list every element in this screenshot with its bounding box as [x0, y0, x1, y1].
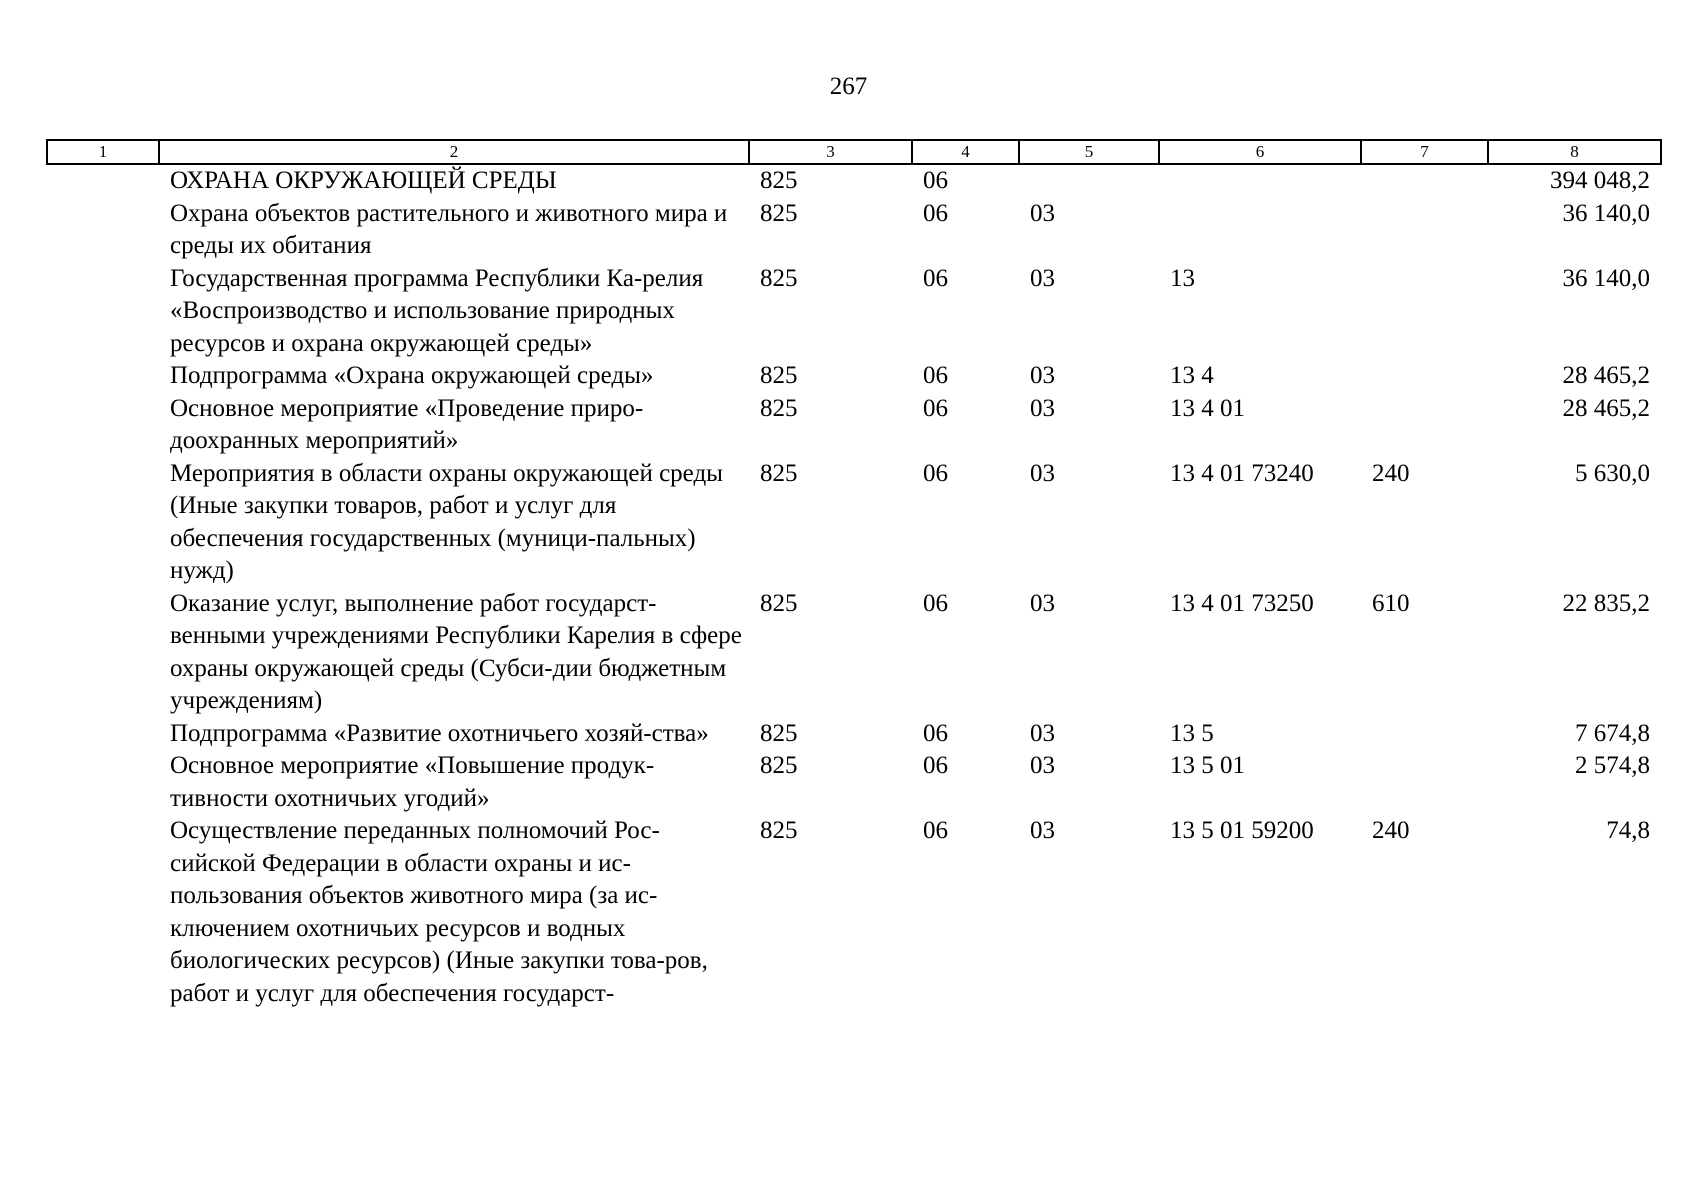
expense-type-cell [1361, 164, 1488, 198]
row-number-cell [47, 750, 159, 815]
target-article-cell: 13 [1170, 264, 1195, 292]
target-article-cell [1159, 198, 1361, 263]
ministry-code-cell: 825 [760, 817, 798, 844]
row-number-cell [47, 360, 159, 393]
row-number-cell [47, 815, 159, 1010]
amount-cell: 5 630,0 [1575, 459, 1650, 487]
target-article-cell: 13 4 [1170, 362, 1214, 389]
amount-cell: 74,8 [1606, 817, 1650, 844]
item-name-cell: Подпрограмма «Развитие охотничьего хозяй-ства» [170, 719, 709, 747]
amount-cell: 28 465,2 [1562, 394, 1650, 422]
target-article-cell: 13 5 01 59200 [1170, 817, 1314, 844]
subsection-code-cell: 03 [1030, 459, 1055, 487]
subsection-code-cell: 03 [1030, 752, 1055, 779]
section-code-cell: 06 [923, 394, 948, 422]
section-code-cell: 06 [923, 199, 948, 227]
amount-cell: 36 140,0 [1562, 264, 1650, 292]
row-number-cell [47, 393, 159, 458]
amount-cell: 7 674,8 [1575, 719, 1650, 747]
target-article-cell [1159, 164, 1361, 198]
column-header-7: 7 [1361, 140, 1488, 164]
row-number-cell [47, 263, 159, 361]
item-name-cell: Основное мероприятие «Проведение приро-доохранных мероприятий» [170, 394, 644, 454]
item-name-cell: Подпрограмма «Охрана окружающей среды» [170, 362, 654, 389]
expense-type-cell [1361, 263, 1488, 361]
expense-type-cell [1361, 718, 1488, 751]
page-number: 267 [829, 73, 868, 100]
column-header-1: 1 [47, 140, 159, 164]
row-number-cell [47, 198, 159, 263]
budget-table [46, 139, 1662, 1010]
amount-cell: 22 835,2 [1562, 589, 1650, 617]
row-number-cell [47, 588, 159, 718]
table-row [47, 588, 1661, 718]
ministry-code-cell: 825 [760, 752, 798, 779]
ministry-code-cell: 825 [760, 589, 798, 617]
table-row [47, 263, 1661, 361]
table-row [47, 360, 1661, 393]
item-name-cell: Мероприятия в области охраны окружающей среды (Иные закупки товаров, работ и услуг для обеспечения государственных (муници-пальных) нужд) [170, 459, 723, 584]
target-article-cell: 13 4 01 73240 [1170, 459, 1314, 487]
ministry-code-cell: 825 [760, 167, 798, 194]
column-header-4: 4 [912, 140, 1019, 164]
row-number-cell [47, 164, 159, 198]
amount-cell: 28 465,2 [1562, 362, 1650, 389]
column-header-5: 5 [1019, 140, 1159, 164]
section-code-cell: 06 [923, 264, 948, 292]
item-name-cell: ОХРАНА ОКРУЖАЮЩЕЙ СРЕДЫ [170, 167, 557, 194]
section-code-cell: 06 [923, 167, 948, 194]
ministry-code-cell: 825 [760, 719, 798, 747]
section-code-cell: 06 [923, 817, 948, 844]
table-row [47, 393, 1661, 458]
table-row [47, 458, 1661, 588]
table-row [47, 164, 1661, 198]
amount-cell: 394 048,2 [1550, 167, 1650, 194]
expense-type-cell [1361, 393, 1488, 458]
row-number-cell [47, 458, 159, 588]
column-header-2: 2 [159, 140, 749, 164]
column-header-6: 6 [1159, 140, 1361, 164]
section-code-cell: 06 [923, 459, 948, 487]
subsection-code-cell: 03 [1030, 264, 1055, 292]
ministry-code-cell: 825 [760, 199, 798, 227]
expense-type-cell: 240 [1372, 459, 1410, 487]
table-row [47, 815, 1661, 1010]
amount-cell: 2 574,8 [1575, 752, 1650, 779]
expense-type-cell: 240 [1372, 817, 1410, 844]
item-name-cell: Основное мероприятие «Повышение продук-тивности охотничьих угодий» [170, 752, 655, 812]
subsection-code-cell: 03 [1030, 199, 1055, 227]
item-name-cell: Государственная программа Республики Ка-релия «Воспроизводство и использование природных ресурсов и охрана окружающей среды» [170, 264, 704, 357]
subsection-code-cell [1019, 164, 1159, 198]
ministry-code-cell: 825 [760, 459, 798, 487]
item-name-cell: Осуществление переданных полномочий Рос-сийской Федерации в области охраны и ис-пользования объектов животного мира (за ис-ключением охотничьих ресурсов и водных биологических ресурсов) (Иные закупки това-ров, работ и услуг для обеспечения государст- [170, 817, 708, 1007]
ministry-code-cell: 825 [760, 362, 798, 389]
table-row [47, 750, 1661, 815]
target-article-cell: 13 4 01 73250 [1170, 589, 1314, 617]
target-article-cell: 13 4 01 [1170, 394, 1245, 422]
target-article-cell: 13 5 01 [1170, 752, 1245, 779]
column-header-3: 3 [749, 140, 912, 164]
subsection-code-cell: 03 [1030, 719, 1055, 747]
subsection-code-cell: 03 [1030, 394, 1055, 422]
item-name-cell: Охрана объектов растительного и животного мира и среды их обитания [170, 199, 728, 259]
ministry-code-cell: 825 [760, 394, 798, 422]
expense-type-cell [1361, 360, 1488, 393]
row-number-cell [47, 718, 159, 751]
expense-type-cell [1361, 198, 1488, 263]
item-name-cell: Оказание услуг, выполнение работ государст-венными учреждениями Республики Карелия в сфере охраны окружающей среды (Субси-дии бюджетным учреждениям) [170, 589, 742, 714]
subsection-code-cell: 03 [1030, 817, 1055, 844]
expense-type-cell [1361, 750, 1488, 815]
section-code-cell: 06 [923, 752, 948, 779]
column-number-header-row [47, 140, 1661, 164]
amount-cell: 36 140,0 [1562, 199, 1650, 227]
subsection-code-cell: 03 [1030, 589, 1055, 617]
subsection-code-cell: 03 [1030, 362, 1055, 389]
section-code-cell: 06 [923, 589, 948, 617]
table-row [47, 198, 1661, 263]
section-code-cell: 06 [923, 719, 948, 747]
ministry-code-cell: 825 [760, 264, 798, 292]
expense-type-cell: 610 [1372, 589, 1410, 617]
target-article-cell: 13 5 [1170, 719, 1214, 747]
table-row [47, 718, 1661, 751]
column-header-8: 8 [1488, 140, 1661, 164]
section-code-cell: 06 [923, 362, 948, 389]
